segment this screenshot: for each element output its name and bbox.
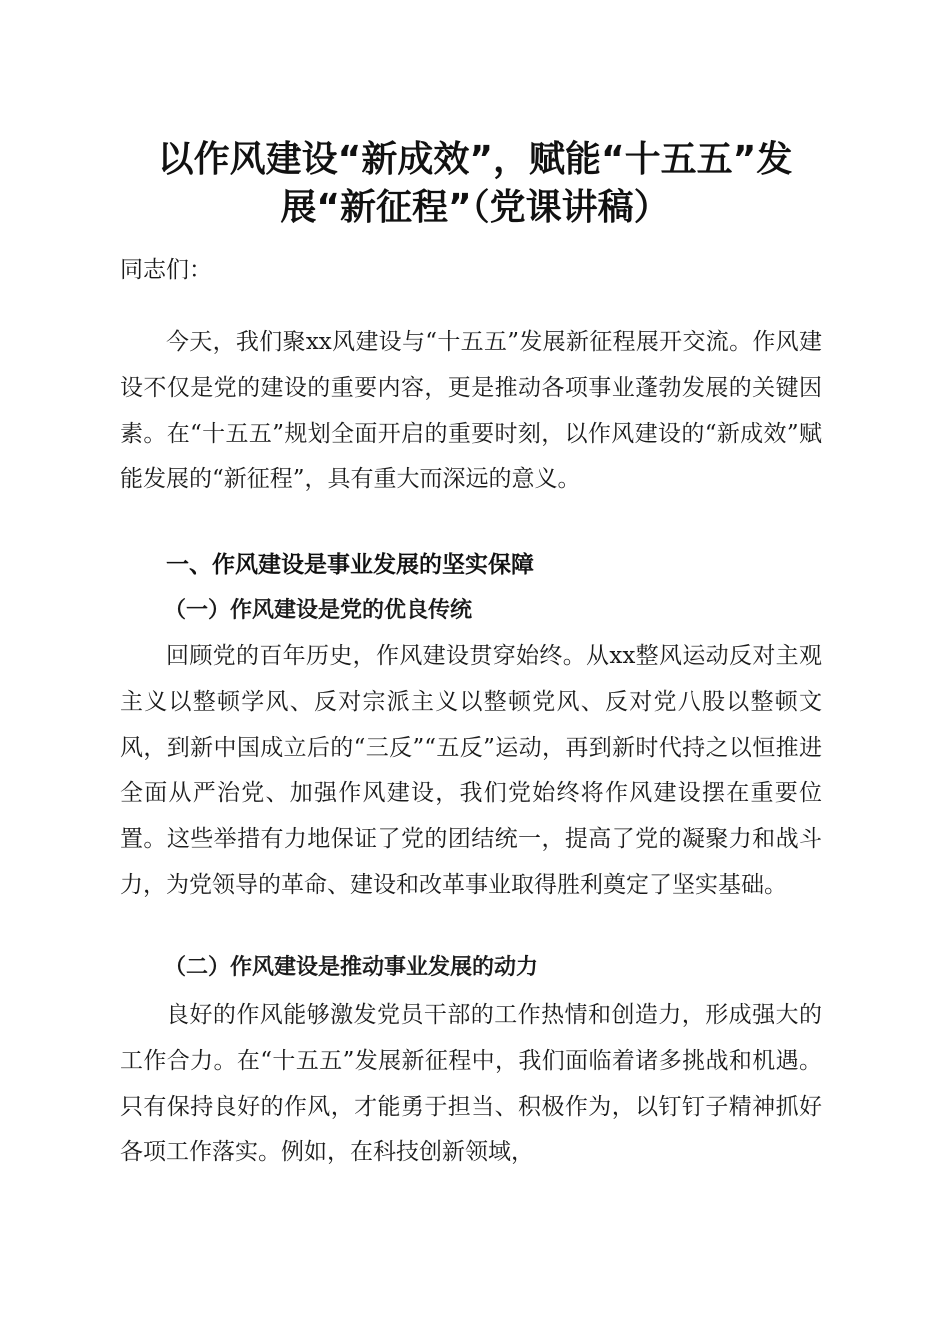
document-title-line-2: 展“新征程”（党课讲稿） [280, 187, 670, 228]
section-heading-1: 一、作风建设是事业发展的坚实保障 [166, 552, 534, 578]
subsection-heading-1: （一）作风建设是党的优良传统 [164, 597, 473, 623]
salutation: 同志们： [120, 257, 212, 283]
document-title-line-1: 以作风建设“新成效”，赋能“十五五”发 [157, 139, 793, 180]
momentum-paragraph: 良好的作风能够激发党员干部的工作热情和创造力，形成强大的工作合力。在“十五五”发展新征程中，我们面临着诸多挑战和机遇。只有保持良好的作风，才能勇于担当、积极作为，以钉钉子精神抓好各项工作落实。例如，在科技创新领域， [120, 1002, 822, 1166]
subsection-heading-2: （二）作风建设是推动事业发展的动力 [164, 954, 539, 980]
history-paragraph: 回顾党的百年历史，作风建设贯穿始终。从xx整风运动反对主观主义以整顿学风、反对宗派主义以整顿党风、反对党八股以整顿文风，到新中国成立后的“三反”“五反”运动，再到新时代持之以恒推进全面从严治党、加强作风建设，我们党始终将作风建设摆在重要位置。这些举措有力地保证了党的团结统一，提高了党的凝聚力和战斗力，为党领导的革命、建设和改革事业取得胜利奠定了坚实基础。 [120, 643, 822, 898]
intro-paragraph: 今天，我们聚xx风建设与“十五五”发展新征程展开交流。作风建设不仅是党的建设的重要内容，更是推动各项事业蓬勃发展的关键因素。在“十五五”规划全面开启的重要时刻，以作风建设的“新成效”赋能发展的“新征程”，具有重大而深远的意义。 [120, 329, 822, 493]
